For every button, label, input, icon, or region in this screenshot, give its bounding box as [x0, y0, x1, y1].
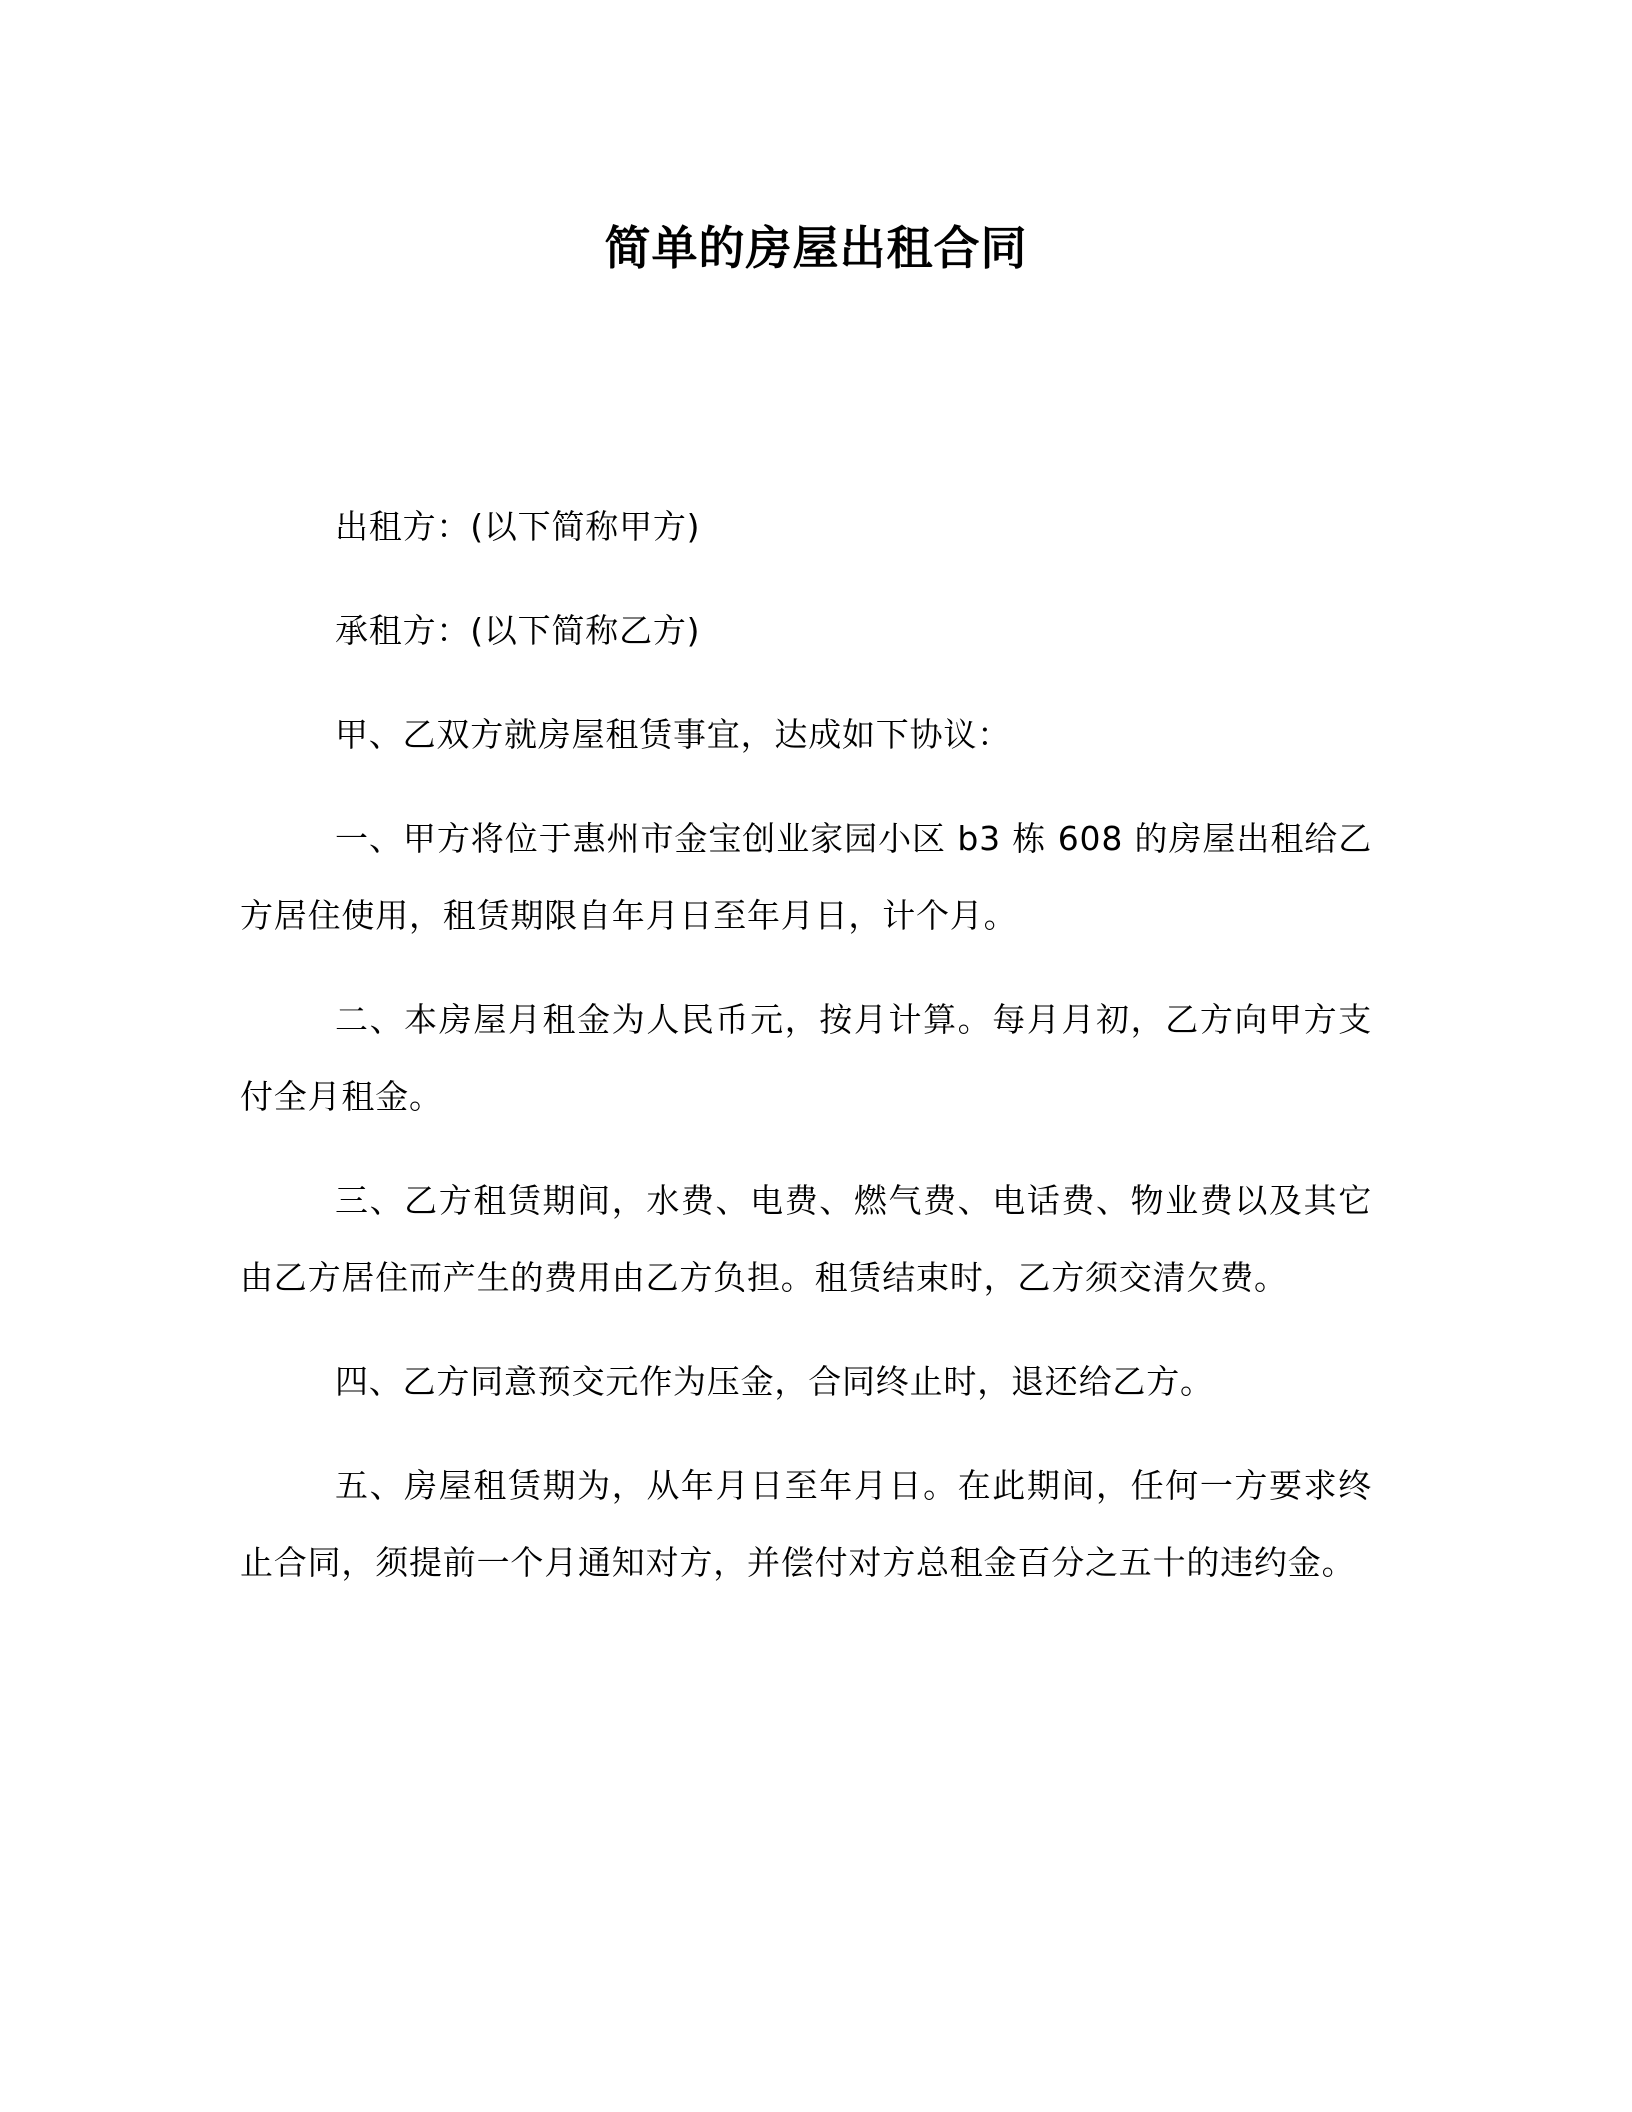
clause-2: 二、本房屋月租金为人民币元，按月计算。每月月初，乙方向甲方支付全月租金。	[240, 1000, 1372, 1116]
lessor-line: 出租方：(以下简称甲方)	[335, 507, 701, 546]
clause-4: 四、乙方同意预交元作为压金，合同终止时，退还给乙方。	[335, 1362, 1214, 1401]
clause-1: 一、甲方将位于惠州市金宝创业家园小区 b3 栋 608 的房屋出租给乙方居住使用，租赁期限自年月日至年月日，计个月。	[240, 819, 1372, 935]
clause-3: 三、乙方租赁期间，水费、电费、燃气费、电话费、物业费以及其它由乙方居住而产生的费用由乙方负担。租赁结束时，乙方须交清欠费。	[240, 1181, 1372, 1297]
clause-5: 五、房屋租赁期为，从年月日至年月日。在此期间，任何一方要求终止合同，须提前一个月通知对方，并偿付对方总租金百分之五十的违约金。	[240, 1466, 1372, 1582]
agreement-intro: 甲、乙双方就房屋租赁事宜，达成如下协议：	[335, 715, 1011, 754]
document-body	[240, 488, 1372, 1628]
document-title: 简单的房屋出租合同	[604, 221, 1028, 275]
lessee-line: 承租方：(以下简称乙方)	[335, 611, 701, 650]
